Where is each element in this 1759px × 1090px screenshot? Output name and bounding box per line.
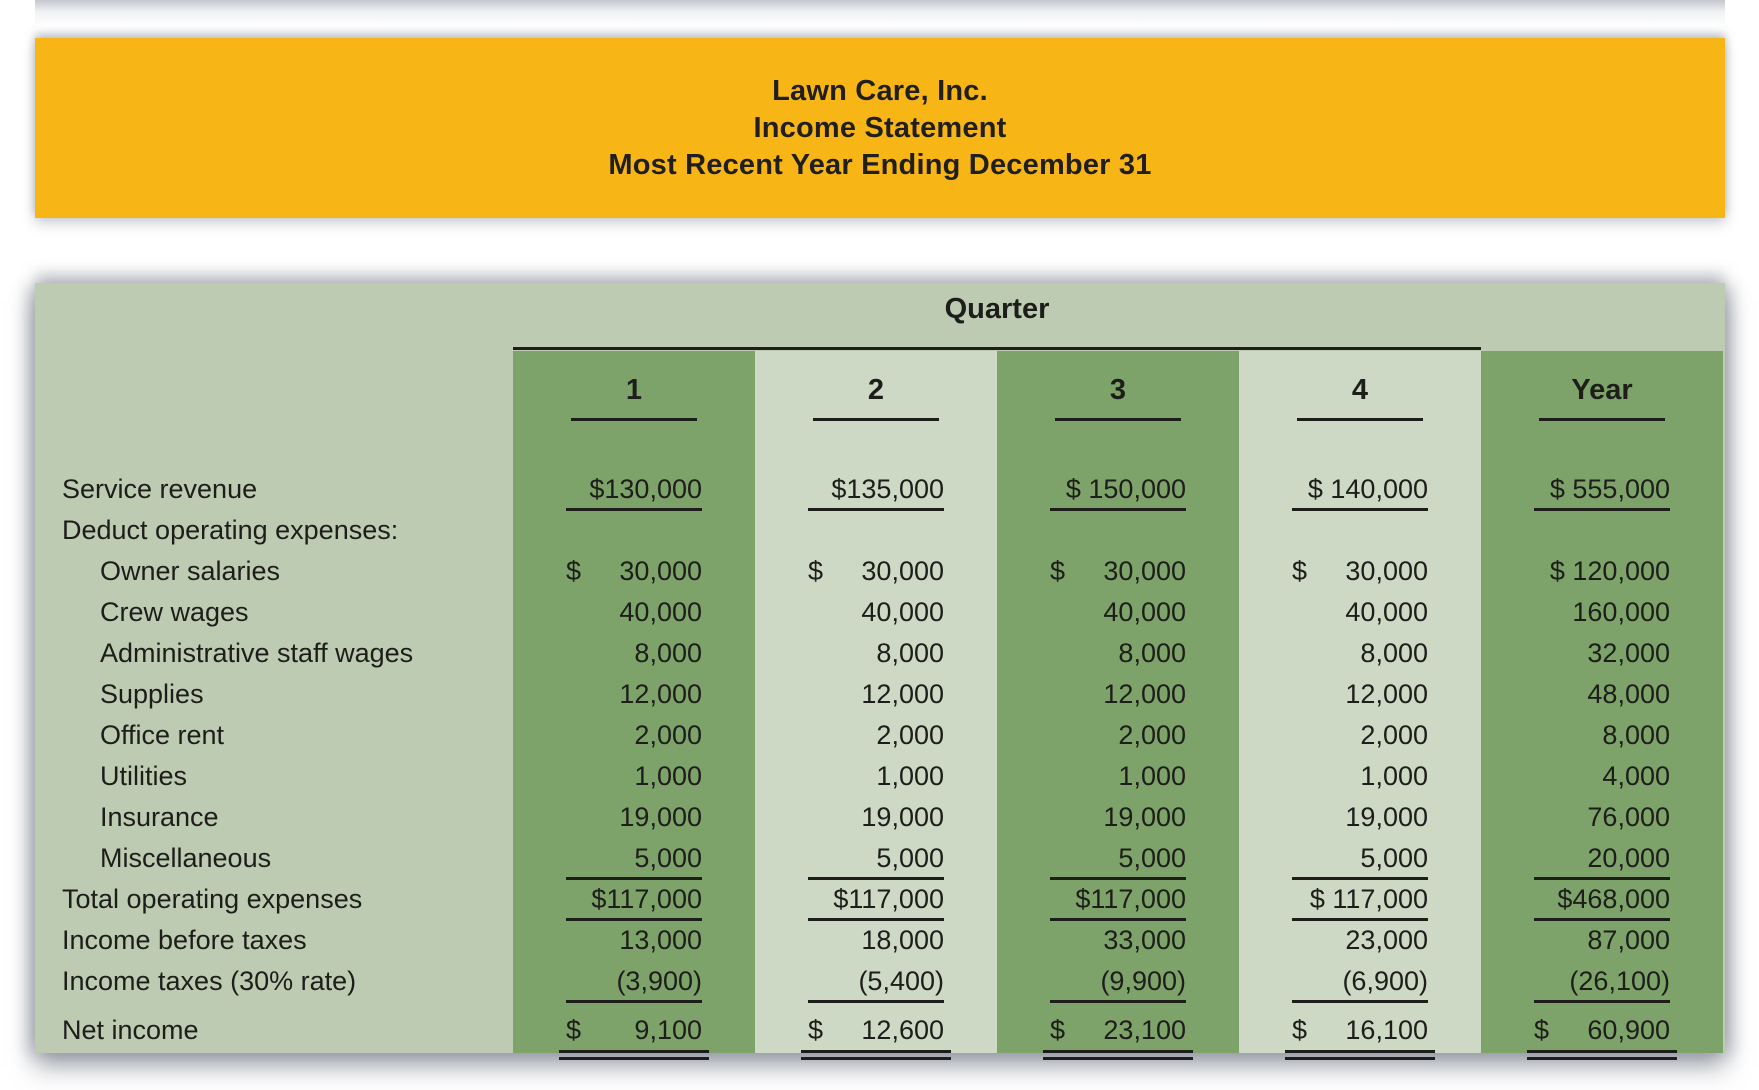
amount: 12,000 <box>1103 679 1186 709</box>
amount-group <box>1292 1015 1428 1046</box>
amount: 32,000 <box>1587 638 1670 668</box>
amount-cell <box>997 592 1239 633</box>
amount-cell <box>997 510 1239 551</box>
table-row <box>35 920 1725 961</box>
amount-cell <box>1239 510 1481 551</box>
amount: 5,000 <box>634 843 702 873</box>
row-label: Deduct operating expenses: <box>62 515 399 545</box>
amount: 19,000 <box>619 802 702 832</box>
single-rule <box>808 1000 944 1003</box>
amount-cell <box>513 838 755 879</box>
amount-cell <box>1239 1010 1481 1051</box>
column-header-q4 <box>1239 351 1481 421</box>
column-header-rule <box>813 418 939 421</box>
top-shadow-strip <box>35 0 1725 26</box>
amount: 5,000 <box>1118 843 1186 873</box>
amount: $135,000 <box>831 474 944 504</box>
amount: 19,000 <box>1103 802 1186 832</box>
column-header-rule <box>1055 418 1181 421</box>
amount-cell <box>997 879 1239 920</box>
amount: 9,100 <box>634 1015 702 1045</box>
amount-cell <box>513 756 755 797</box>
amount: (26,100) <box>1569 966 1670 996</box>
amount: $ 150,000 <box>1065 474 1186 504</box>
amount-cell <box>755 715 997 756</box>
amount-cell <box>755 879 997 920</box>
column-header-label: 1 <box>625 374 643 406</box>
amount-cell <box>513 469 755 510</box>
amount-group <box>566 1015 702 1046</box>
amount-cell <box>513 551 755 592</box>
table-row <box>35 510 1725 551</box>
amount: 76,000 <box>1587 802 1670 832</box>
double-rule <box>1527 1050 1677 1060</box>
amount-cell <box>1239 838 1481 879</box>
row-label: Administrative staff wages <box>100 638 414 668</box>
amount-cell <box>755 961 997 1002</box>
amount-cell <box>755 838 997 879</box>
amount: 20,000 <box>1587 843 1670 873</box>
amount-cell <box>1481 592 1723 633</box>
amount: 8,000 <box>1118 638 1186 668</box>
amount: $130,000 <box>589 474 702 504</box>
row-label: Income taxes (30% rate) <box>62 966 357 996</box>
amount: 30,000 <box>861 556 944 586</box>
table-row <box>35 756 1725 797</box>
amount-cell <box>513 879 755 920</box>
amount: 8,000 <box>1360 638 1428 668</box>
column-header-label: 3 <box>1109 374 1127 406</box>
amount-group <box>566 556 702 587</box>
amount-group <box>808 1015 944 1046</box>
amount-group <box>1050 1015 1186 1046</box>
amount: $ 117,000 <box>1309 884 1428 914</box>
amount: $117,000 <box>1075 884 1186 914</box>
statement-title: Income Statement <box>753 111 1007 144</box>
amount-cell <box>997 756 1239 797</box>
amount-cell <box>755 1010 997 1051</box>
amount: 40,000 <box>1345 597 1428 627</box>
amount: 2,000 <box>1360 720 1428 750</box>
amount: $ 120,000 <box>1549 556 1670 586</box>
amount: 48,000 <box>1587 679 1670 709</box>
amount-cell <box>1481 469 1723 510</box>
table-row <box>35 838 1725 879</box>
amount-cell <box>755 510 997 551</box>
row-label: Total operating expenses <box>62 884 363 914</box>
amount: 40,000 <box>1103 597 1186 627</box>
row-label: Insurance <box>100 802 219 832</box>
table-row <box>35 879 1725 920</box>
amount: 40,000 <box>861 597 944 627</box>
double-rule <box>1285 1050 1435 1060</box>
table-row <box>35 592 1725 633</box>
column-header-q1 <box>513 351 755 421</box>
column-header-rule <box>1539 418 1665 421</box>
row-label: Utilities <box>100 761 188 791</box>
currency-symbol: $ <box>566 1015 582 1045</box>
amount-cell <box>513 592 755 633</box>
row-label: Supplies <box>100 679 204 709</box>
table-body <box>35 469 1725 1051</box>
amount-cell <box>755 674 997 715</box>
currency-symbol: $ <box>808 556 824 586</box>
amount: 1,000 <box>1360 761 1428 791</box>
currency-symbol: $ <box>1534 1015 1550 1045</box>
amount: 30,000 <box>1103 556 1186 586</box>
amount-cell <box>1481 633 1723 674</box>
column-header-rule <box>571 418 697 421</box>
amount-cell <box>755 797 997 838</box>
amount: 18,000 <box>861 925 944 955</box>
amount: (6,900) <box>1342 966 1428 996</box>
amount-group <box>1292 556 1428 587</box>
amount-cell <box>997 551 1239 592</box>
amount-cell <box>997 715 1239 756</box>
amount: 5,000 <box>1360 843 1428 873</box>
amount: 8,000 <box>876 638 944 668</box>
amount: 1,000 <box>1118 761 1186 791</box>
company-name: Lawn Care, Inc. <box>772 74 988 107</box>
amount: $117,000 <box>833 884 944 914</box>
amount-cell <box>1481 1010 1723 1051</box>
amount-cell <box>513 715 755 756</box>
amount-cell <box>755 756 997 797</box>
table-row <box>35 715 1725 756</box>
amount: 2,000 <box>876 720 944 750</box>
table-row <box>35 1010 1725 1051</box>
amount: 19,000 <box>1345 802 1428 832</box>
column-header-q3 <box>997 351 1239 421</box>
income-statement-table <box>35 283 1725 1053</box>
amount-cell <box>1239 633 1481 674</box>
table-row <box>35 633 1725 674</box>
amount: 8,000 <box>1602 720 1670 750</box>
quarter-underline <box>513 347 1481 350</box>
amount-group <box>808 556 944 587</box>
amount: 12,000 <box>1345 679 1428 709</box>
amount: (3,900) <box>616 966 702 996</box>
table-row <box>35 797 1725 838</box>
column-header-label: 4 <box>1351 374 1369 406</box>
row-label: Income before taxes <box>62 925 307 955</box>
amount-cell <box>1239 715 1481 756</box>
amount: 2,000 <box>1118 720 1186 750</box>
column-header-q2 <box>755 351 997 421</box>
amount: 4,000 <box>1602 761 1670 791</box>
amount: 5,000 <box>876 843 944 873</box>
amount: 40,000 <box>619 597 702 627</box>
amount-cell <box>1239 592 1481 633</box>
amount-cell <box>1481 879 1723 920</box>
amount-cell <box>513 510 755 551</box>
amount-cell <box>1239 756 1481 797</box>
amount: 12,000 <box>861 679 944 709</box>
double-rule <box>801 1050 951 1060</box>
amount-cell <box>1239 797 1481 838</box>
amount: 30,000 <box>1345 556 1428 586</box>
amount-cell <box>513 1010 755 1051</box>
row-label: Miscellaneous <box>100 843 272 873</box>
amount: 160,000 <box>1572 597 1670 627</box>
double-rule <box>559 1050 709 1060</box>
amount-cell <box>1481 756 1723 797</box>
amount-cell <box>1239 879 1481 920</box>
amount-cell <box>1481 920 1723 961</box>
single-rule <box>566 1000 702 1003</box>
amount-cell <box>755 551 997 592</box>
statement-period: Most Recent Year Ending December 31 <box>608 148 1152 181</box>
amount: 8,000 <box>634 638 702 668</box>
table-row <box>35 551 1725 592</box>
amount: $117,000 <box>591 884 702 914</box>
table-row <box>35 961 1725 1002</box>
amount: 1,000 <box>876 761 944 791</box>
amount-cell <box>1481 715 1723 756</box>
amount-cell <box>513 797 755 838</box>
amount-group <box>1050 556 1186 587</box>
currency-symbol: $ <box>1050 1015 1066 1045</box>
amount: 16,100 <box>1345 1015 1428 1045</box>
amount: 30,000 <box>619 556 702 586</box>
amount: (9,900) <box>1100 966 1186 996</box>
amount-cell <box>1481 674 1723 715</box>
amount: $ 140,000 <box>1307 474 1428 504</box>
single-rule <box>1292 1000 1428 1003</box>
single-rule <box>1050 1000 1186 1003</box>
amount-cell <box>755 920 997 961</box>
amount-cell <box>1481 510 1723 551</box>
amount-cell <box>997 797 1239 838</box>
amount-cell <box>997 838 1239 879</box>
amount: 23,000 <box>1345 925 1428 955</box>
amount-cell <box>997 961 1239 1002</box>
amount: 2,000 <box>634 720 702 750</box>
amount-cell <box>1481 838 1723 879</box>
amount-cell <box>1239 920 1481 961</box>
amount: 33,000 <box>1103 925 1186 955</box>
amount-cell <box>513 920 755 961</box>
amount: 19,000 <box>861 802 944 832</box>
amount-cell <box>755 592 997 633</box>
amount-cell <box>513 961 755 1002</box>
amount: (5,400) <box>858 966 944 996</box>
amount: 12,000 <box>619 679 702 709</box>
currency-symbol: $ <box>1292 556 1308 586</box>
amount-cell <box>1481 797 1723 838</box>
row-label: Service revenue <box>62 474 258 504</box>
amount-cell <box>1481 551 1723 592</box>
single-rule <box>1534 1000 1670 1003</box>
amount: $468,000 <box>1557 884 1670 914</box>
double-rule <box>1043 1050 1193 1060</box>
currency-symbol: $ <box>808 1015 824 1045</box>
amount-cell <box>513 633 755 674</box>
table-row <box>35 469 1725 510</box>
currency-symbol: $ <box>566 556 582 586</box>
row-label: Net income <box>62 1015 199 1045</box>
amount: 1,000 <box>634 761 702 791</box>
amount: 23,100 <box>1103 1015 1186 1045</box>
column-header-label: 2 <box>867 374 885 406</box>
column-header-label: Year <box>1571 374 1633 406</box>
amount: 87,000 <box>1587 925 1670 955</box>
amount: 60,900 <box>1587 1015 1670 1045</box>
amount-cell <box>1239 961 1481 1002</box>
quarter-header: Quarter <box>944 293 1050 325</box>
amount-cell <box>1481 961 1723 1002</box>
amount-cell <box>1239 674 1481 715</box>
amount: $ 555,000 <box>1549 474 1670 504</box>
amount-group <box>1534 1015 1670 1046</box>
table-row <box>35 674 1725 715</box>
amount-cell <box>513 674 755 715</box>
amount: 13,000 <box>619 925 702 955</box>
row-label: Owner salaries <box>100 556 281 586</box>
amount: 12,600 <box>861 1015 944 1045</box>
amount-cell <box>1239 469 1481 510</box>
column-header-rule <box>1297 418 1423 421</box>
amount-cell <box>755 469 997 510</box>
amount-cell <box>997 633 1239 674</box>
title-banner <box>35 38 1725 218</box>
row-label: Crew wages <box>100 597 249 627</box>
amount-cell <box>997 674 1239 715</box>
amount-cell <box>997 1010 1239 1051</box>
amount-cell <box>1239 551 1481 592</box>
currency-symbol: $ <box>1050 556 1066 586</box>
amount-cell <box>755 633 997 674</box>
column-header-year <box>1481 351 1723 421</box>
row-label: Office rent <box>100 720 225 750</box>
currency-symbol: $ <box>1292 1015 1308 1045</box>
amount-cell <box>997 469 1239 510</box>
amount-cell <box>997 920 1239 961</box>
